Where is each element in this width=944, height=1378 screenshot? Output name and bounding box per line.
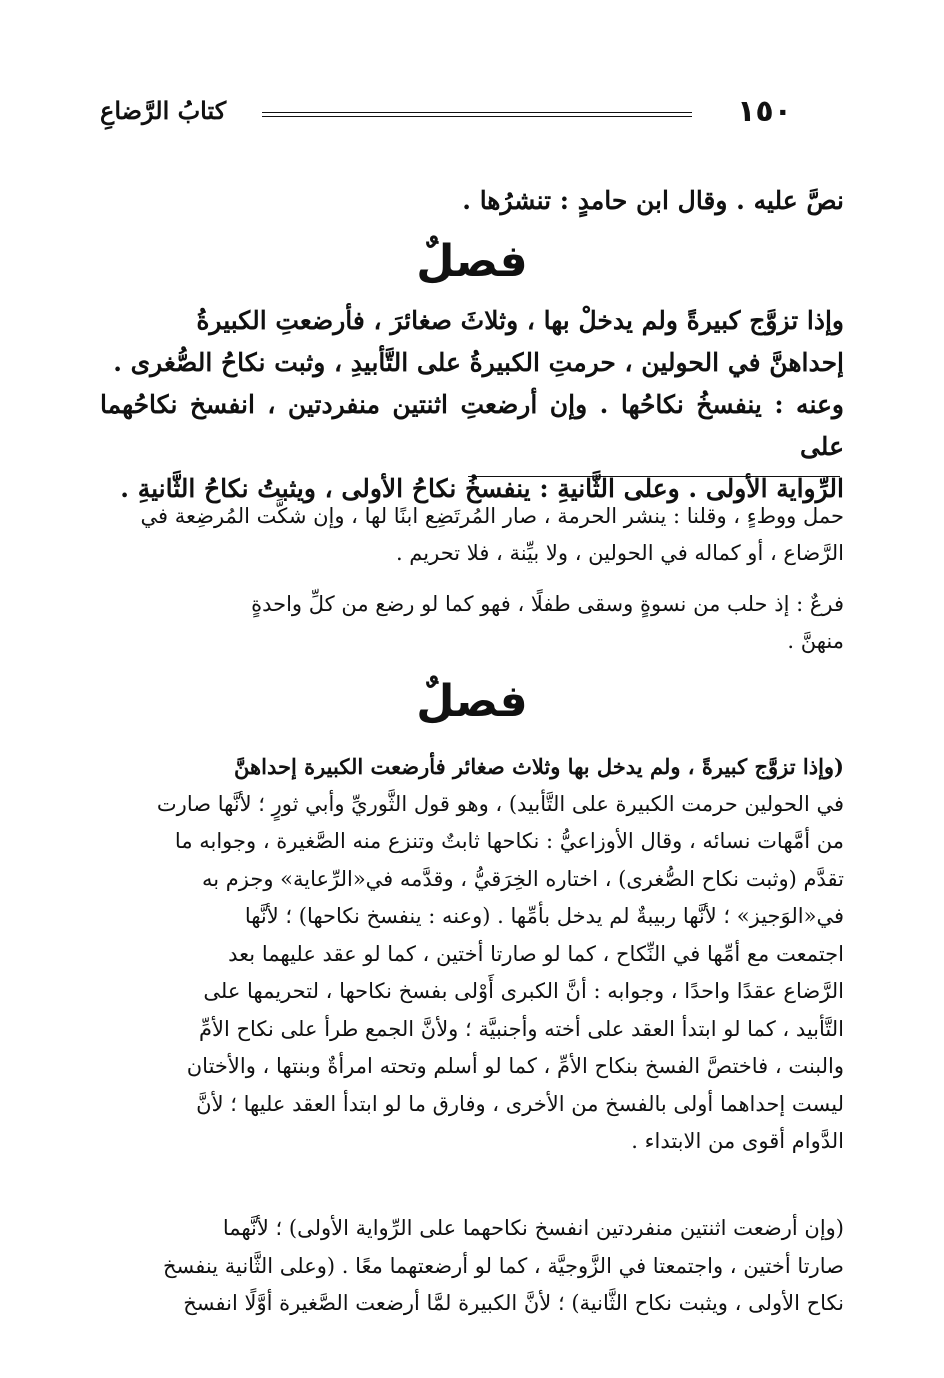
commentary-paragraph [100, 748, 844, 1161]
commentary-paragraph [100, 1210, 844, 1323]
section-heading: فصلٌ [416, 236, 528, 287]
book-title: كتابُ الرَّضاعِ [100, 96, 227, 125]
separator-rule [468, 476, 840, 477]
continuation-line [100, 180, 844, 222]
commentary-line: ليست إحداهما أولى بالفسخ من الأخرى ، وفارق ما لو ابتدأ العقد عليها ؛ لأنَّ [196, 1091, 844, 1116]
matn-block [100, 300, 844, 510]
commentary-line: من أمَّهات نسائه ، وقال الأوزاعيُّ : نكاحها ثابتٌ وتنزع منه الصَّغيرة ، وجوابه ما [174, 829, 844, 853]
note-line: فرعٌ : إذ حلب من نسوةٍ وسقى طفلًا ، فهو كما لو رضع من كلِّ واحدةٍ [251, 592, 844, 616]
commentary-line: التَّأبيد ، كما لو ابتدأ العقد على أخته وأجنبيَّة ؛ ولأنَّ الجمع طرأ على نكاح الأمِّ [198, 1016, 844, 1041]
text-line: نصَّ عليه . وقال ابن حامدٍ : تنشرُها . [462, 186, 844, 215]
commentary-line: في«الوَجيز» ؛ لأنَّها ربيبةٌ لم يدخل بأمِّها . (وعنه : ينفسخ نكاحها) ؛ لأنَّها [244, 904, 844, 928]
matn-line: إحداهنَّ في الحولين ، حرمتِ الكبيرةُ على التَّأبيدِ ، وثبت نكاحُ الصُّغرى . [113, 348, 844, 377]
commentary-line: صارتا أختين ، واجتمعتا في الزَّوجيَّة ، كما لو أرضعتهما معًا . (وعلى الثَّانية ينفسخ [162, 1253, 844, 1278]
commentary-line: تقدَّم (وثبت نكاح الصُّغرى) ، اختاره الخِرَقيُّ ، وقدَّمه في«الرِّعاية» وجزم به [201, 866, 844, 891]
note-block [100, 498, 844, 572]
commentary-line: الدَّوام أقوى من الابتداء . [631, 1129, 844, 1153]
commentary-line: في الحولين حرمت الكبيرة على التَّأبيد) ، وهو قول الثَّوريِّ وأبي ثورٍ ؛ لأنَّها صارت [156, 791, 844, 816]
matn-line: الرِّواية الأولى . وعلى الثَّانيةِ : ينفسخُ نكاحُ الأولى ، ويثبتُ نكاحُ الثَّانيةِ . [120, 474, 844, 503]
page-number: ١٥٠ [737, 94, 792, 129]
section-heading: فصلٌ [416, 676, 528, 727]
far-block [100, 586, 844, 660]
commentary-line: نكاح الأولى ، ويثبت نكاح الثَّانية) ؛ لأنَّ الكبيرة لمَّا أرضعت الصَّغيرة أوَّلًا انفسخ [183, 1291, 844, 1315]
commentary-line: والبنت ، فاختصَّ الفسخ بنكاح الأمِّ ، كما لو أسلم وتحته امرأةٌ وبنتها ، والأختان [186, 1054, 844, 1078]
matn-line: وعنه : ينفسخُ نكاحُها . وإن أرضعتِ اثنتين منفردتين ، انفسخ نكاحُهما على [100, 390, 844, 461]
note-line: منهنَّ . [787, 629, 844, 653]
commentary-line: اجتمعت مع أمِّها في النِّكاح ، كما لو صارتا أختين ، كما لو عقد عليهما بعد [228, 941, 844, 966]
note-line: الرَّضاع ، أو كماله في الحولين ، ولا بيِّنة ، فلا تحريم . [395, 541, 844, 565]
matn-line: وإذا تزوَّج كبيرةً ولم يدخلْ بها ، وثلاثَ صغائرَ ، فأرضعتِ الكبيرةُ [196, 306, 844, 335]
commentary-line: الرَّضاع عقدًا واحدًا ، وجوابه : أنَّ الكبرى أَوْلى بفسخ نكاحها ، لتحريمها على [203, 979, 844, 1003]
header-rule [262, 112, 692, 117]
note-line: حمل ووطءٍ ، وقلنا : ينشر الحرمة ، صار المُرتَضِع ابنًا لها ، وإن شكَّت المُرضِعة في [140, 504, 844, 528]
page-header [100, 92, 844, 136]
commentary-line: (وإن أرضعت اثنتين منفردتين انفسخ نكاحهما على الرِّواية الأولى) ؛ لأنَّهما [222, 1216, 844, 1240]
commentary-line: (وإذا تزوَّج كبيرةً ، ولم يدخل بها وثلاث صغائر فأرضعت الكبيرة إحداهنَّ [234, 754, 844, 779]
